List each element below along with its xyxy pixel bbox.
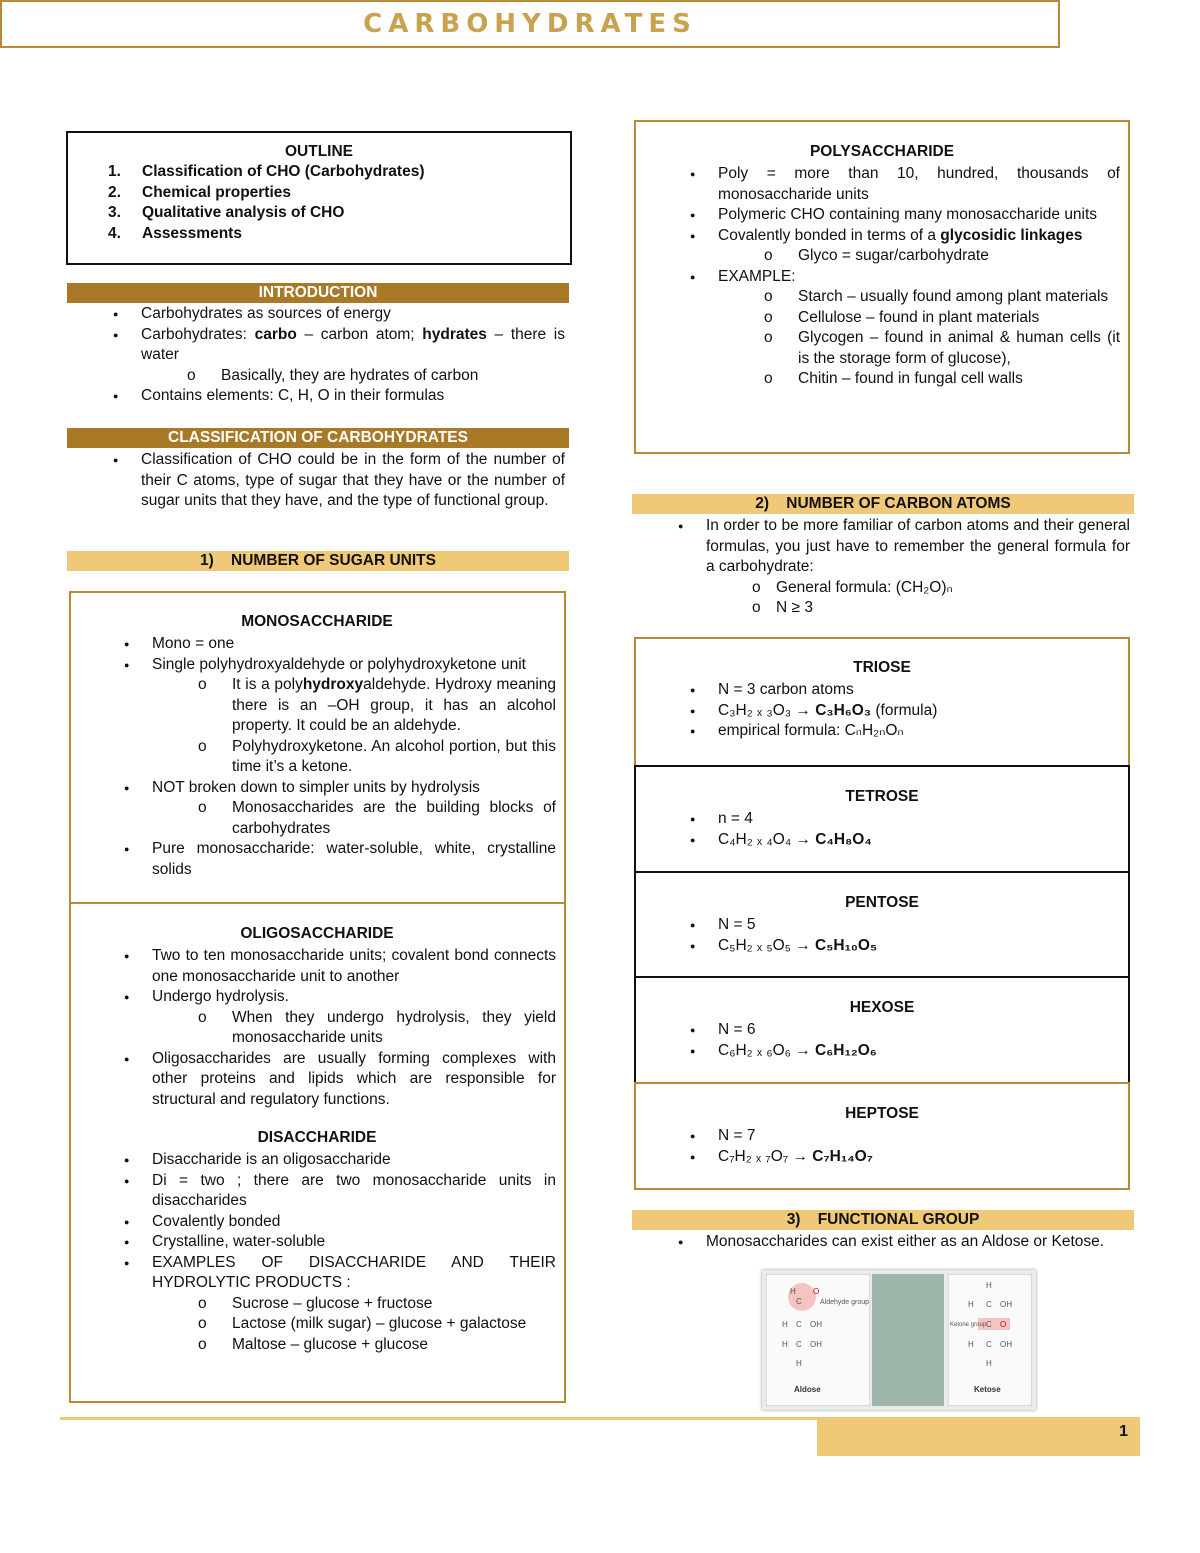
monosaccharide-section <box>78 612 556 880</box>
list-item: ● empirical formula: CₙH₂ₙOₙ <box>644 721 1120 742</box>
list-item: ● Oligosaccharides are usually forming complexes with other proteins and lipids which are responsible for structural and regulatory functions. <box>78 1049 556 1111</box>
introduction-heading: INTRODUCTION <box>67 283 569 303</box>
list-item: ● n = 4 <box>644 809 1120 830</box>
list-item: ● Covalently bonded in terms of a glycosidic linkages <box>644 226 1120 247</box>
list-item: ● Disaccharide is an oligosaccharide <box>78 1150 556 1171</box>
atom-label: OH <box>1000 1340 1012 1349</box>
list-item: o Starch – usually found among plant materials <box>644 287 1120 308</box>
hexose-heading: HEXOSE <box>849 999 915 1016</box>
triose-section <box>644 658 1120 742</box>
list-item: ● Carbohydrates as sources of energy <box>67 304 565 325</box>
atom-label: H <box>790 1287 796 1296</box>
list-item: ● Carbohydrates: carbo – carbon atom; hydrates – there is water <box>67 325 565 366</box>
oligosaccharide-section <box>78 924 556 1355</box>
monosaccharide-heading: MONOSACCHARIDE <box>241 613 393 630</box>
list-item: o Glycogen – found in animal & human cells (it is the storage form of glucose), <box>644 328 1120 369</box>
list-item: o Basically, they are hydrates of carbon <box>67 366 565 387</box>
atom-label: OH <box>810 1320 822 1329</box>
list-item: ● C₆H₂ ₓ ₆O₆ → C₆H₁₂O₆ <box>644 1041 1120 1062</box>
atom-label: O <box>1000 1320 1007 1329</box>
figure-divider-panel <box>872 1274 944 1406</box>
list-item: o Monosaccharides are the building blocks of carbohydrates <box>78 798 556 839</box>
list-item: o Polyhydroxyketone. An alcohol portion, but this time it’s a ketone. <box>78 737 556 778</box>
list-item: ● Classification of CHO could be in the form of the number of their C atoms, type of sugar that they have or the number of sugar units that they have, and the type of functional group. <box>67 450 565 512</box>
list-item: ● C₄H₂ ₓ ₄O₄ → C₄H₈O₄ <box>644 830 1120 851</box>
atom-label: H <box>796 1359 802 1368</box>
atom-label: OH <box>810 1340 822 1349</box>
list-item: o Chitin – found in fungal cell walls <box>644 369 1120 390</box>
tetrose-heading: TETROSE <box>845 788 919 805</box>
list-item: ● N = 3 carbon atoms <box>644 680 1120 701</box>
outline-heading: OUTLINE <box>284 143 354 160</box>
heptose-section <box>644 1104 1120 1167</box>
aldose-ketose-figure <box>762 1270 1036 1410</box>
ketose-caption: Ketose <box>974 1385 1001 1394</box>
page-number-tab <box>817 1420 1140 1456</box>
atom-label: C <box>986 1300 992 1309</box>
list-item: o When they undergo hydrolysis, they yield monosaccharide units <box>78 1008 556 1049</box>
list-item: ● Covalently bonded <box>78 1212 556 1233</box>
list-item: ● Polymeric CHO containing many monosaccharide units <box>644 205 1120 226</box>
list-item: ● NOT broken down to simpler units by hydrolysis <box>78 778 556 799</box>
functional-group-list <box>632 1232 1130 1253</box>
list-item: o General formula: (CH₂O)ₙ <box>632 578 1130 599</box>
list-item: ● Mono = one <box>78 634 556 655</box>
list-item: ● Crystalline, water-soluble <box>78 1232 556 1253</box>
aldose-caption: Aldose <box>794 1385 821 1394</box>
atom-label: C <box>796 1340 802 1349</box>
atom-label: OH <box>1000 1300 1012 1309</box>
list-item: ● Two to ten monosaccharide units; covalent bond connects one monosaccharide unit to another <box>78 946 556 987</box>
pentose-section <box>644 893 1120 956</box>
list-item: ● Di = two ; there are two monosaccharide units in disaccharides <box>78 1171 556 1212</box>
list-item: ● C₃H₂ ₓ ₃O₃ → C₃H₆O₃ (formula) <box>644 701 1120 722</box>
hexose-section <box>644 998 1120 1061</box>
list-item: o Glyco = sugar/carbohydrate <box>644 246 1120 267</box>
list-item: ● N = 7 <box>644 1126 1120 1147</box>
list-item: ● Contains elements: C, H, O in their formulas <box>67 386 565 407</box>
list-item: ● C₅H₂ ₓ ₅O₅ → C₅H₁₀O₅ <box>644 936 1120 957</box>
disaccharide-heading: DISACCHARIDE <box>257 1129 377 1146</box>
atom-label: C <box>986 1340 992 1349</box>
page-title: CARBOHYDRATES <box>363 9 697 39</box>
list-item: ● EXAMPLES OF DISACCHARIDE AND THEIR HYDROLYTIC PRODUCTS : <box>78 1253 556 1294</box>
page-number: 1 <box>1119 1423 1128 1440</box>
title-box <box>0 0 1060 48</box>
atom-label: C <box>986 1320 992 1329</box>
list-item: ● Poly = more than 10, hundred, thousands of monosaccharide units <box>644 164 1120 205</box>
atom-label: H <box>968 1340 974 1349</box>
group-label: Aldehyde group <box>820 1299 870 1306</box>
oligosaccharide-heading: OLIGOSACCHARIDE <box>240 925 394 942</box>
atom-label: H <box>782 1340 788 1349</box>
outline-item: 4. Assessments <box>108 224 242 242</box>
list-item: ● Monosaccharides can exist either as an Aldose or Ketose. <box>632 1232 1130 1253</box>
outline-box <box>66 131 572 265</box>
ketose-diagram <box>948 1274 1032 1406</box>
outline-item: 1. Classification of CHO (Carbohydrates) <box>108 163 425 180</box>
list-item: ● In order to be more familiar of carbon atoms and their general formulas, you just have to remember the general formula for a carbohydrate: <box>632 516 1130 578</box>
carbon-atoms-heading: 2) NUMBER OF CARBON ATOMS <box>632 494 1134 514</box>
atom-label: H <box>968 1300 974 1309</box>
aldose-diagram <box>766 1274 870 1406</box>
sugar-units-heading: 1) NUMBER OF SUGAR UNITS <box>67 551 569 571</box>
classification-heading: CLASSIFICATION OF CARBOHYDRATES <box>67 428 569 448</box>
atom-label: O <box>813 1287 820 1296</box>
list-item: ● Pure monosaccharide: water-soluble, white, crystalline solids <box>78 839 556 880</box>
list-item: ● Single polyhydroxyaldehyde or polyhydroxyketone unit <box>78 655 556 676</box>
outline-item: 2. Chemical properties <box>108 183 292 201</box>
atom-label: C <box>796 1320 802 1329</box>
tetrose-section <box>644 787 1120 850</box>
carbon-atoms-list <box>632 516 1130 619</box>
outline-list <box>68 162 570 244</box>
polysaccharide-heading: POLYSACCHARIDE <box>809 143 955 160</box>
list-item: ● N = 6 <box>644 1020 1120 1041</box>
list-item: ● C₇H₂ ₓ ₇O₇ → C₇H₁₄O₇ <box>644 1147 1120 1168</box>
list-item: o It is a polyhydroxyaldehyde. Hydroxy meaning there is an –OH group, it has an alcohol property. It could be an aldehyde. <box>78 675 556 737</box>
atom-label: H <box>986 1359 992 1368</box>
list-item: o Sucrose – glucose + fructose <box>78 1294 556 1315</box>
atom-label: C <box>796 1297 802 1306</box>
list-item: ● EXAMPLE: <box>644 267 1120 288</box>
triose-heading: TRIOSE <box>853 659 911 676</box>
list-item: o Lactose (milk sugar) – glucose + galactose <box>78 1314 556 1335</box>
list-item: ● Undergo hydrolysis. <box>78 987 556 1008</box>
list-item: o N ≥ 3 <box>632 598 1130 619</box>
classification-list <box>67 450 565 512</box>
introduction-list <box>67 304 565 407</box>
pentose-heading: PENTOSE <box>845 894 919 911</box>
group-label: Ketone group <box>950 1322 987 1328</box>
list-item: o Cellulose – found in plant materials <box>644 308 1120 329</box>
outline-item: 3. Qualitative analysis of CHO <box>108 204 345 221</box>
atom-label: H <box>782 1320 788 1329</box>
polysaccharide-section <box>644 142 1120 390</box>
heptose-heading: HEPTOSE <box>845 1105 919 1122</box>
functional-group-heading: 3) FUNCTIONAL GROUP <box>632 1210 1134 1230</box>
atom-label: H <box>986 1281 992 1290</box>
list-item: o Maltose – glucose + glucose <box>78 1335 556 1356</box>
list-item: ● N = 5 <box>644 915 1120 936</box>
